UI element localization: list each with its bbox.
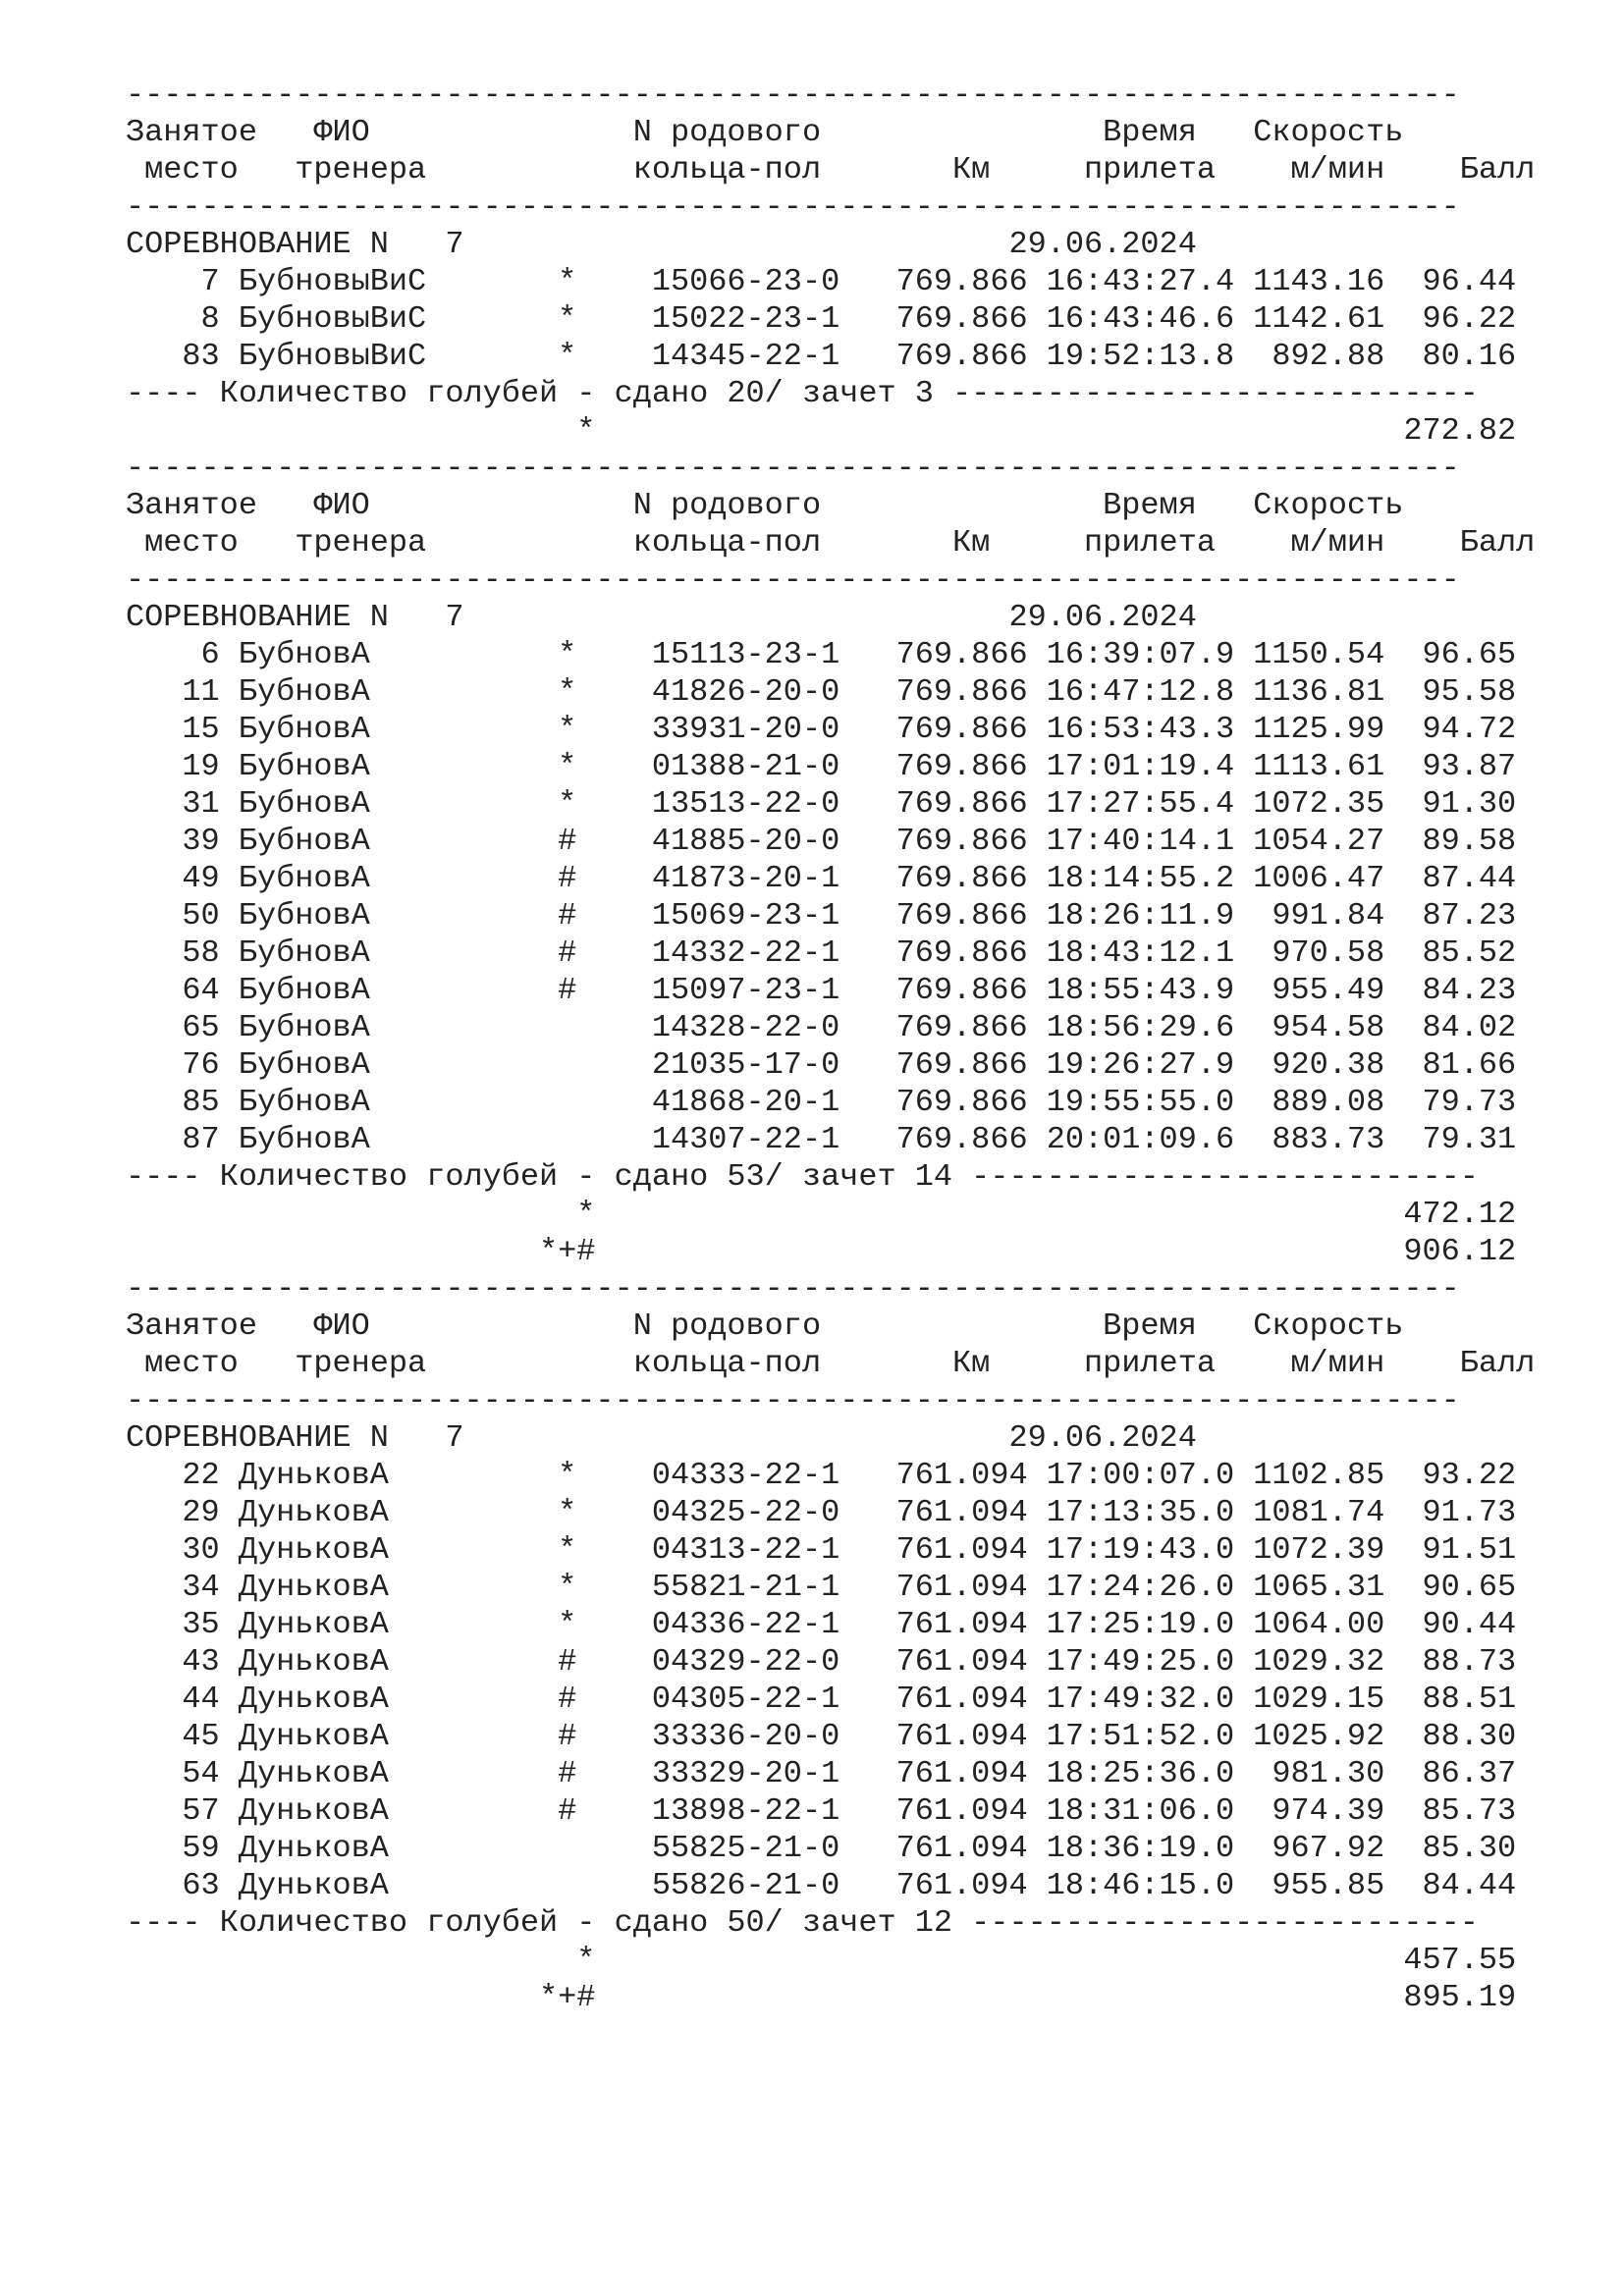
report-line: 49 БубновА # 41873-20-1 769.866 18:14:55.2 1006.47 87.44 (126, 860, 1517, 896)
report-line: 30 ДуньковА * 04313-22-1 761.094 17:19:43.0 1072.39 91.51 (126, 1531, 1517, 1568)
report-line: 22 ДуньковА * 04333-22-1 761.094 17:00:07.0 1102.85 93.22 (126, 1457, 1517, 1493)
report-line: ----------------------------------------------------------------------- (126, 1382, 1460, 1418)
report-line: 43 ДуньковА # 04329-22-0 761.094 17:49:25.0 1029.32 88.73 (126, 1643, 1517, 1680)
report-line: 31 БубновА * 13513-22-0 769.866 17:27:55.4 1072.35 91.30 (126, 785, 1517, 822)
report-line: ---- Количество голубей - сдано 50/ зачет 12 --------------------------- (126, 1904, 1479, 1941)
report-line: 50 БубновА # 15069-23-1 769.866 18:26:11.9 991.84 87.23 (126, 897, 1517, 934)
report-line: ---- Количество голубей - сдано 53/ зачет 14 --------------------------- (126, 1158, 1479, 1195)
report-line: Занятое ФИО N родового Время Скорость (126, 1308, 1404, 1344)
report-line: 19 БубновА * 01388-21-0 769.866 17:01:19.4 1113.61 93.87 (126, 748, 1517, 784)
report-line: * 472.12 (126, 1196, 1517, 1232)
report-line: СОРЕВНОВАНИЕ N 7 29.06.2024 (126, 1419, 1197, 1456)
report-line: 65 БубновА 14328-22-0 769.866 18:56:29.6 954.58 84.02 (126, 1009, 1517, 1045)
report-line: 7 БубновыВиС * 15066-23-0 769.866 16:43:27.4 1143.16 96.44 (126, 263, 1517, 299)
report-line: 58 БубновА # 14332-22-1 769.866 18:43:12.1 970.58 85.52 (126, 934, 1517, 971)
report-line: 45 ДуньковА # 33336-20-0 761.094 17:51:52.0 1025.92 88.30 (126, 1718, 1517, 1754)
report-line: 64 БубновА # 15097-23-1 769.866 18:55:43.9 955.49 84.23 (126, 972, 1517, 1008)
report-line: место тренера кольца-пол Км прилета м/мин Балл (126, 1345, 1536, 1381)
report-line: 8 БубновыВиС * 15022-23-1 769.866 16:43:46.6 1142.61 96.22 (126, 300, 1517, 337)
report-line: ----------------------------------------------------------------------- (126, 77, 1460, 113)
report-line: ----------------------------------------------------------------------- (126, 1270, 1460, 1307)
report-line: Занятое ФИО N родового Время Скорость (126, 487, 1404, 523)
report-line: * 272.82 (126, 412, 1517, 449)
report-line: 63 ДуньковА 55826-21-0 761.094 18:46:15.0 955.85 84.44 (126, 1867, 1517, 1903)
report-line: СОРЕВНОВАНИЕ N 7 29.06.2024 (126, 599, 1197, 635)
report-line: 39 БубновА # 41885-20-0 769.866 17:40:14.1 1054.27 89.58 (126, 823, 1517, 859)
report-line: место тренера кольца-пол Км прилета м/мин Балл (126, 151, 1536, 187)
report-line: ----------------------------------------------------------------------- (126, 561, 1460, 598)
report-line: 85 БубновА 41868-20-1 769.866 19:55:55.0 889.08 79.73 (126, 1084, 1517, 1120)
report-line: *+# 895.19 (126, 1979, 1517, 2015)
report-line: 34 ДуньковА * 55821-21-1 761.094 17:24:26.0 1065.31 90.65 (126, 1569, 1517, 1605)
report-line: ----------------------------------------------------------------------- (126, 188, 1460, 225)
report-line: 29 ДуньковА * 04325-22-0 761.094 17:13:35.0 1081.74 91.73 (126, 1494, 1517, 1530)
report-line: 44 ДуньковА # 04305-22-1 761.094 17:49:32.0 1029.15 88.51 (126, 1681, 1517, 1717)
report-line: 83 БубновыВиС * 14345-22-1 769.866 19:52:13.8 892.88 80.16 (126, 338, 1517, 374)
report-line: 57 ДуньковА # 13898-22-1 761.094 18:31:06.0 974.39 85.73 (126, 1792, 1517, 1829)
report-line: 35 ДуньковА * 04336-22-1 761.094 17:25:19.0 1064.00 90.44 (126, 1606, 1517, 1642)
report-line: 6 БубновА * 15113-23-1 769.866 16:39:07.9 1150.54 96.65 (126, 636, 1517, 672)
report-line: *+# 906.12 (126, 1233, 1517, 1269)
report-line: ---- Количество голубей - сдано 20/ зачет 3 ---------------------------- (126, 375, 1479, 411)
results-printout (126, 77, 1535, 2016)
report-line: 87 БубновА 14307-22-1 769.866 20:01:09.6 883.73 79.31 (126, 1121, 1517, 1157)
report-line: 11 БубновА * 41826-20-0 769.866 16:47:12.8 1136.81 95.58 (126, 673, 1517, 710)
report-line: 59 ДуньковА 55825-21-0 761.094 18:36:19.0 967.92 85.30 (126, 1830, 1517, 1866)
report-line: 15 БубновА * 33931-20-0 769.866 16:53:43.3 1125.99 94.72 (126, 711, 1517, 747)
report-line: 54 ДуньковА # 33329-20-1 761.094 18:25:36.0 981.30 86.37 (126, 1755, 1517, 1791)
report-line: ----------------------------------------------------------------------- (126, 450, 1460, 486)
report-line: Занятое ФИО N родового Время Скорость (126, 114, 1404, 150)
report-line: 76 БубновА 21035-17-0 769.866 19:26:27.9 920.38 81.66 (126, 1046, 1517, 1083)
report-line: * 457.55 (126, 1942, 1517, 1978)
report-line: СОРЕВНОВАНИЕ N 7 29.06.2024 (126, 226, 1197, 262)
report-line: место тренера кольца-пол Км прилета м/мин Балл (126, 524, 1536, 561)
